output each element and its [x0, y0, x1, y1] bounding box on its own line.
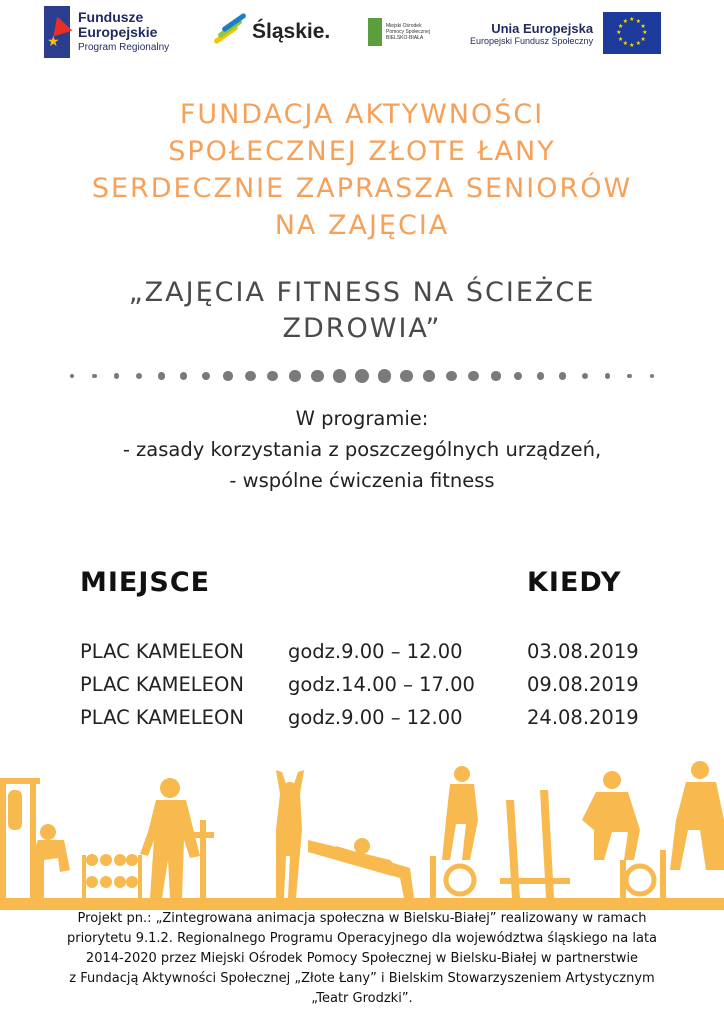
divider-dot	[423, 370, 435, 382]
divider-dot	[267, 371, 278, 382]
divider-dot	[136, 373, 142, 379]
footer-line: z Fundacją Aktywności Społecznej „Złote Łany” i Bielskim Stowarzyszeniem Artystycznym	[69, 971, 655, 986]
divider-dot	[92, 374, 97, 379]
mops-text3: BIELSKO-BIAŁA	[386, 35, 424, 41]
row-place: PLAC KAMELEON	[80, 640, 244, 663]
schedule-row	[0, 640, 724, 672]
project-footer	[0, 909, 724, 1009]
eu-star-icon: ★	[642, 29, 648, 36]
footer-line: 2014-2020 przez Miejski Ośrodek Pomocy Społecznej w Bielsku-Białej w partnerstwie	[85, 951, 639, 966]
divider-dot	[333, 369, 346, 382]
program-section	[0, 403, 724, 496]
fundusze-europejskie-logo	[44, 6, 169, 58]
divider-dot	[582, 373, 588, 379]
divider-dot	[605, 373, 611, 379]
fundusze-line2: Europejskie	[78, 23, 158, 40]
title-line: NA ZAJĘCIA	[274, 210, 450, 241]
person-head	[454, 766, 470, 782]
slaskie-logo	[210, 18, 330, 46]
ue-line2: Europejski Fundusz Społeczny	[470, 35, 594, 46]
divider-dot	[537, 372, 545, 380]
fundusze-flag-icon: ★	[44, 6, 70, 58]
row-date: 24.08.2019	[527, 706, 639, 729]
dot-divider	[72, 368, 652, 384]
place-header: MIEJSCE	[80, 567, 211, 598]
title-line: FUNDACJA AKTYWNOŚCI	[179, 99, 545, 130]
title-line: SPOŁECZNEJ ZŁOTE ŁANY	[168, 136, 556, 167]
divider-dot	[114, 373, 120, 379]
eu-star-icon: ★	[640, 35, 646, 43]
row-time: godz.14.00 – 17.00	[288, 673, 475, 696]
title-line: SERDECZNIE ZAPRASZA SENIORÓW	[91, 173, 633, 204]
mops-mark-icon	[368, 18, 382, 46]
schedule-row	[0, 673, 724, 705]
logo-bar	[0, 0, 724, 70]
person-body	[670, 782, 724, 870]
program-item: - wspólne ćwiczenia fitness	[229, 469, 495, 492]
divider-dot	[514, 372, 523, 381]
eu-star-icon: ★	[635, 17, 641, 25]
rack-post	[138, 855, 142, 898]
mops-text2: Pomocy Społecznej	[386, 29, 430, 35]
when-header: KIEDY	[527, 567, 622, 598]
eu-flag-icon	[603, 12, 661, 54]
footer-line: Projekt pn.: „Zintegrowana animacja społeczna w Bielsku-Białej” realizowany w ramach	[77, 911, 647, 926]
subtitle-line: „ZAJĘCIA FITNESS NA ŚCIEŻCE	[128, 277, 596, 308]
ue-logo	[470, 12, 661, 54]
person-body	[442, 784, 478, 860]
divider-dot	[468, 371, 478, 381]
fitness-silhouettes-illustration	[0, 760, 724, 910]
eu-star-icon: ★	[617, 22, 624, 30]
divider-dot	[559, 372, 566, 379]
divider-dot	[311, 370, 323, 382]
person-body	[276, 770, 304, 898]
person-body	[582, 792, 640, 860]
row-place: PLAC KAMELEON	[80, 706, 244, 729]
fundusze-line1: Fundusze	[78, 8, 144, 25]
divider-dot	[202, 372, 211, 381]
eu-star-icon: ★	[617, 35, 624, 43]
event-title	[0, 96, 724, 244]
eu-star-icon: ★	[640, 22, 646, 30]
divider-dot	[446, 371, 457, 382]
subtitle-line: ZDROWIA”	[282, 313, 442, 344]
ue-line1: Unia Europejska	[491, 20, 594, 36]
eu-star-icon: ★	[622, 40, 628, 48]
row-date: 03.08.2019	[527, 640, 639, 663]
person-head	[160, 778, 180, 798]
eu-star-icon: ★	[629, 42, 635, 49]
divider-dot	[180, 372, 188, 380]
row-time: godz.9.00 – 12.00	[288, 706, 463, 729]
slaskie-name: Śląskie.	[252, 20, 331, 43]
divider-dot	[223, 371, 232, 380]
row-place: PLAC KAMELEON	[80, 673, 244, 696]
person-body	[32, 840, 70, 898]
divider-dot	[400, 370, 412, 382]
divider-dot	[355, 369, 369, 383]
person-head	[691, 761, 709, 779]
eu-star-icon: ★	[629, 16, 635, 23]
rack-bar	[0, 778, 40, 784]
footer-line: „Teatr Grodzki”.	[311, 991, 413, 1006]
person-body	[140, 800, 200, 898]
divider-dot	[650, 374, 654, 378]
hanging-bag	[8, 790, 22, 830]
divider-dot	[70, 374, 74, 378]
slaskie-mark-icon	[210, 18, 244, 46]
row-time: godz.9.00 – 12.00	[288, 640, 463, 663]
rack-post	[82, 855, 86, 898]
schedule-row	[0, 706, 724, 738]
divider-dot	[245, 371, 255, 381]
eu-star-icon: ★	[635, 40, 641, 48]
row-date: 09.08.2019	[527, 673, 639, 696]
mops-logo	[368, 14, 442, 50]
person-head	[603, 771, 621, 789]
divider-dot	[378, 369, 391, 382]
event-subtitle	[0, 275, 724, 347]
person-head	[354, 838, 370, 854]
person-head	[40, 824, 56, 840]
divider-dot	[627, 374, 632, 379]
footer-line: priorytetu 9.1.2. Regionalnego Programu Operacyjnego dla województwa śląskiego na lata	[66, 931, 658, 946]
divider-dot	[158, 372, 165, 379]
rack-post	[0, 780, 6, 900]
divider-dot	[491, 371, 500, 380]
eu-star-icon: ★	[616, 29, 622, 36]
eu-star-icon: ★	[622, 17, 628, 25]
fundusze-line3: Program Regionalny	[78, 41, 170, 53]
program-item: - zasady korzystania z poszczególnych urządzeń,	[122, 438, 602, 461]
program-heading: W programie:	[295, 407, 429, 430]
divider-dot	[289, 370, 301, 382]
mops-text1: Miejski Ośrodek	[386, 23, 422, 29]
